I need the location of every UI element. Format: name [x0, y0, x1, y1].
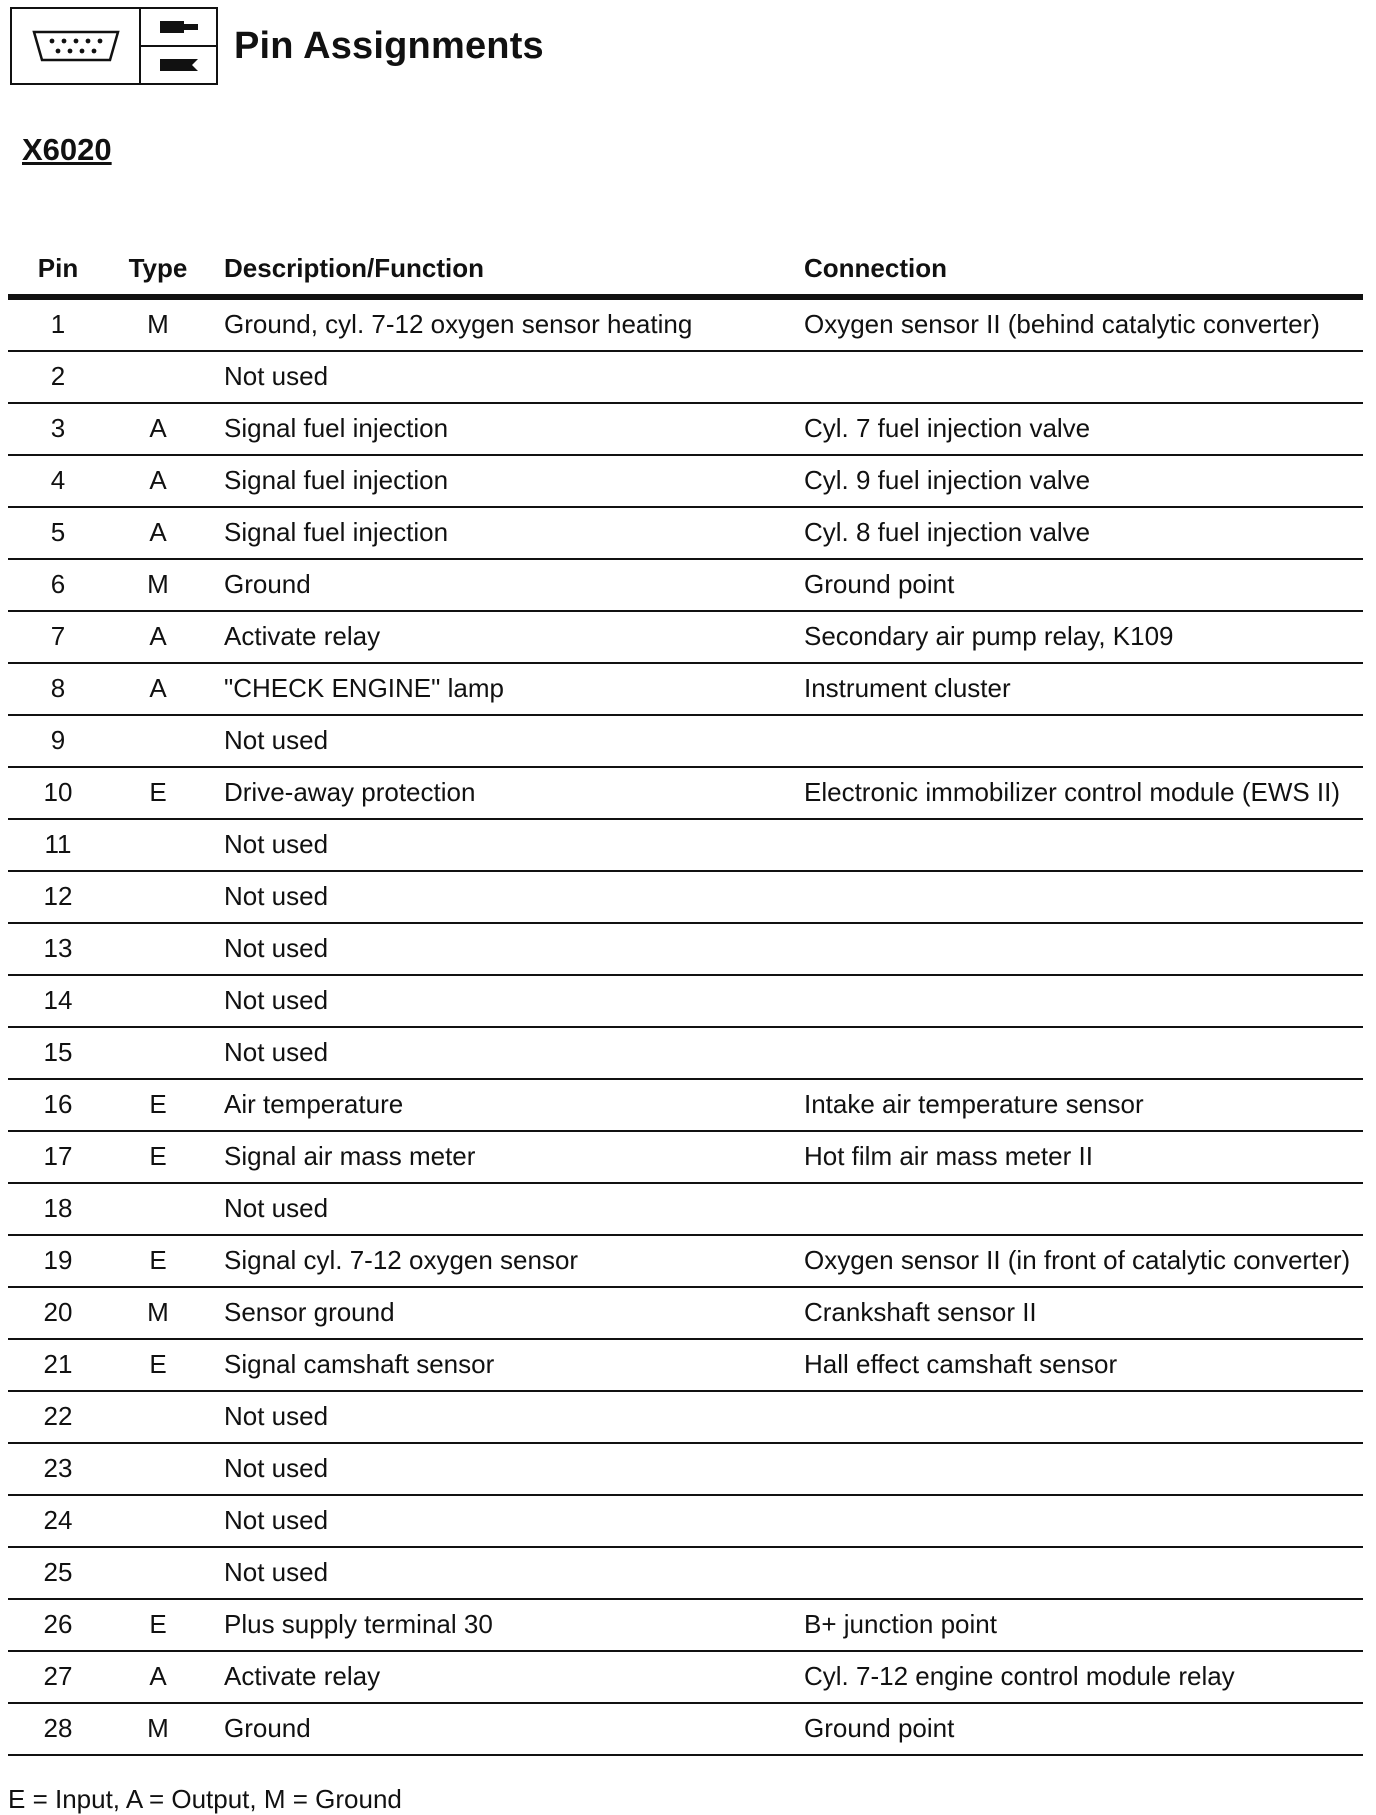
- cell-pin: 28: [8, 1703, 108, 1755]
- cell-description: Not used: [208, 975, 794, 1027]
- table-row: [8, 1703, 1363, 1755]
- cell-connection: [794, 975, 1363, 1027]
- cell-type: [108, 1183, 208, 1235]
- cell-pin: 13: [8, 923, 108, 975]
- cell-description: Not used: [208, 871, 794, 923]
- table-row: [8, 297, 1363, 351]
- cell-type: A: [108, 455, 208, 507]
- cell-description: Signal air mass meter: [208, 1131, 794, 1183]
- cell-type: A: [108, 663, 208, 715]
- cell-pin: 25: [8, 1547, 108, 1599]
- cell-connection: Intake air temperature sensor: [794, 1079, 1363, 1131]
- cell-connection: Instrument cluster: [794, 663, 1363, 715]
- cell-pin: 4: [8, 455, 108, 507]
- cell-connection: Oxygen sensor II (behind catalytic converter): [794, 297, 1363, 351]
- cell-connection: Cyl. 7-12 engine control module relay: [794, 1651, 1363, 1703]
- page-title: Pin Assignments: [234, 24, 544, 67]
- table-row: [8, 1131, 1363, 1183]
- cell-pin: 1: [8, 297, 108, 351]
- cell-pin: 15: [8, 1027, 108, 1079]
- plug-female-icon: [141, 47, 216, 83]
- connector-symbol: [10, 7, 218, 85]
- column-header-description: Description/Function: [208, 248, 794, 297]
- cell-type: M: [108, 1287, 208, 1339]
- table-row: [8, 403, 1363, 455]
- cell-description: Signal fuel injection: [208, 403, 794, 455]
- table-row: [8, 455, 1363, 507]
- connector-socket-icon: [12, 9, 141, 83]
- table-row: [8, 663, 1363, 715]
- cell-type: [108, 923, 208, 975]
- cell-type: E: [108, 1131, 208, 1183]
- cell-type: A: [108, 507, 208, 559]
- cell-pin: 3: [8, 403, 108, 455]
- cell-connection: [794, 1547, 1363, 1599]
- cell-connection: [794, 1443, 1363, 1495]
- cell-connection: [794, 1027, 1363, 1079]
- cell-pin: 9: [8, 715, 108, 767]
- cell-connection: B+ junction point: [794, 1599, 1363, 1651]
- table-row: [8, 975, 1363, 1027]
- table-header-row: [8, 248, 1363, 297]
- table-row: [8, 1235, 1363, 1287]
- cell-type: E: [108, 1079, 208, 1131]
- cell-type: E: [108, 1235, 208, 1287]
- cell-type: M: [108, 1703, 208, 1755]
- cell-description: Ground: [208, 559, 794, 611]
- cell-pin: 14: [8, 975, 108, 1027]
- cell-connection: Hall effect camshaft sensor: [794, 1339, 1363, 1391]
- cell-description: Not used: [208, 1547, 794, 1599]
- page-header: [10, 5, 544, 87]
- cell-description: Not used: [208, 1443, 794, 1495]
- pin-assignment-table: [8, 248, 1363, 1756]
- cell-pin: 27: [8, 1651, 108, 1703]
- cell-pin: 21: [8, 1339, 108, 1391]
- cell-pin: 17: [8, 1131, 108, 1183]
- cell-connection: Oxygen sensor II (in front of catalytic converter): [794, 1235, 1363, 1287]
- cell-description: Sensor ground: [208, 1287, 794, 1339]
- column-header-type: Type: [108, 248, 208, 297]
- column-header-pin: Pin: [8, 248, 108, 297]
- cell-description: Signal cyl. 7-12 oxygen sensor: [208, 1235, 794, 1287]
- table-row: [8, 715, 1363, 767]
- cell-type: E: [108, 1599, 208, 1651]
- cell-description: Activate relay: [208, 1651, 794, 1703]
- cell-type: [108, 1495, 208, 1547]
- cell-pin: 24: [8, 1495, 108, 1547]
- cell-connection: Cyl. 7 fuel injection valve: [794, 403, 1363, 455]
- column-header-connection: Connection: [794, 248, 1363, 297]
- cell-description: Not used: [208, 715, 794, 767]
- cell-description: Not used: [208, 1183, 794, 1235]
- cell-pin: 8: [8, 663, 108, 715]
- cell-pin: 6: [8, 559, 108, 611]
- cell-pin: 19: [8, 1235, 108, 1287]
- table-row: [8, 1339, 1363, 1391]
- cell-type: A: [108, 1651, 208, 1703]
- cell-pin: 22: [8, 1391, 108, 1443]
- cell-description: Air temperature: [208, 1079, 794, 1131]
- cell-pin: 12: [8, 871, 108, 923]
- table-row: [8, 767, 1363, 819]
- table-row: [8, 1547, 1363, 1599]
- cell-pin: 26: [8, 1599, 108, 1651]
- cell-connection: Electronic immobilizer control module (EWS II): [794, 767, 1363, 819]
- table-row: [8, 1599, 1363, 1651]
- cell-type: [108, 1391, 208, 1443]
- cell-type: [108, 1443, 208, 1495]
- cell-type: [108, 819, 208, 871]
- table-row: [8, 1651, 1363, 1703]
- type-legend: E = Input, A = Output, M = Ground: [8, 1784, 402, 1814]
- cell-description: Not used: [208, 923, 794, 975]
- cell-connection: [794, 1495, 1363, 1547]
- plug-male-icon: [141, 9, 216, 47]
- cell-description: Not used: [208, 1391, 794, 1443]
- cell-connection: Secondary air pump relay, K109: [794, 611, 1363, 663]
- cell-connection: [794, 715, 1363, 767]
- cell-description: Activate relay: [208, 611, 794, 663]
- cell-type: [108, 1027, 208, 1079]
- cell-connection: Cyl. 9 fuel injection valve: [794, 455, 1363, 507]
- table-row: [8, 1495, 1363, 1547]
- table-row: [8, 1287, 1363, 1339]
- cell-type: E: [108, 1339, 208, 1391]
- cell-type: M: [108, 559, 208, 611]
- cell-connection: [794, 1391, 1363, 1443]
- cell-description: Signal camshaft sensor: [208, 1339, 794, 1391]
- cell-connection: [794, 1183, 1363, 1235]
- cell-connection: [794, 871, 1363, 923]
- cell-type: [108, 871, 208, 923]
- cell-type: E: [108, 767, 208, 819]
- cell-pin: 2: [8, 351, 108, 403]
- cell-type: M: [108, 297, 208, 351]
- cell-pin: 18: [8, 1183, 108, 1235]
- cell-description: Not used: [208, 819, 794, 871]
- cell-description: Not used: [208, 351, 794, 403]
- table-row: [8, 1443, 1363, 1495]
- cell-type: A: [108, 611, 208, 663]
- cell-type: A: [108, 403, 208, 455]
- cell-type: [108, 715, 208, 767]
- cell-type: [108, 1547, 208, 1599]
- cell-description: Drive-away protection: [208, 767, 794, 819]
- cell-connection: Cyl. 8 fuel injection valve: [794, 507, 1363, 559]
- table-row: [8, 611, 1363, 663]
- cell-pin: 23: [8, 1443, 108, 1495]
- cell-description: Signal fuel injection: [208, 455, 794, 507]
- table-row: [8, 559, 1363, 611]
- table-row: [8, 1027, 1363, 1079]
- table-row: [8, 871, 1363, 923]
- cell-description: Plus supply terminal 30: [208, 1599, 794, 1651]
- cell-connection: [794, 923, 1363, 975]
- cell-pin: 7: [8, 611, 108, 663]
- table-row: [8, 923, 1363, 975]
- cell-description: Not used: [208, 1027, 794, 1079]
- cell-connection: Ground point: [794, 1703, 1363, 1755]
- cell-description: "CHECK ENGINE" lamp: [208, 663, 794, 715]
- table-row: [8, 1391, 1363, 1443]
- cell-type: [108, 351, 208, 403]
- cell-pin: 20: [8, 1287, 108, 1339]
- cell-connection: Crankshaft sensor II: [794, 1287, 1363, 1339]
- connector-id: X6020: [22, 132, 112, 167]
- cell-pin: 10: [8, 767, 108, 819]
- cell-pin: 16: [8, 1079, 108, 1131]
- cell-description: Signal fuel injection: [208, 507, 794, 559]
- cell-pin: 5: [8, 507, 108, 559]
- cell-description: Ground: [208, 1703, 794, 1755]
- table-row: [8, 1079, 1363, 1131]
- table-row: [8, 507, 1363, 559]
- cell-description: Not used: [208, 1495, 794, 1547]
- table-row: [8, 819, 1363, 871]
- table-row: [8, 1183, 1363, 1235]
- cell-connection: Ground point: [794, 559, 1363, 611]
- cell-pin: 11: [8, 819, 108, 871]
- table-row: [8, 351, 1363, 403]
- cell-connection: [794, 819, 1363, 871]
- cell-type: [108, 975, 208, 1027]
- cell-connection: [794, 351, 1363, 403]
- cell-connection: Hot film air mass meter II: [794, 1131, 1363, 1183]
- cell-description: Ground, cyl. 7-12 oxygen sensor heating: [208, 297, 794, 351]
